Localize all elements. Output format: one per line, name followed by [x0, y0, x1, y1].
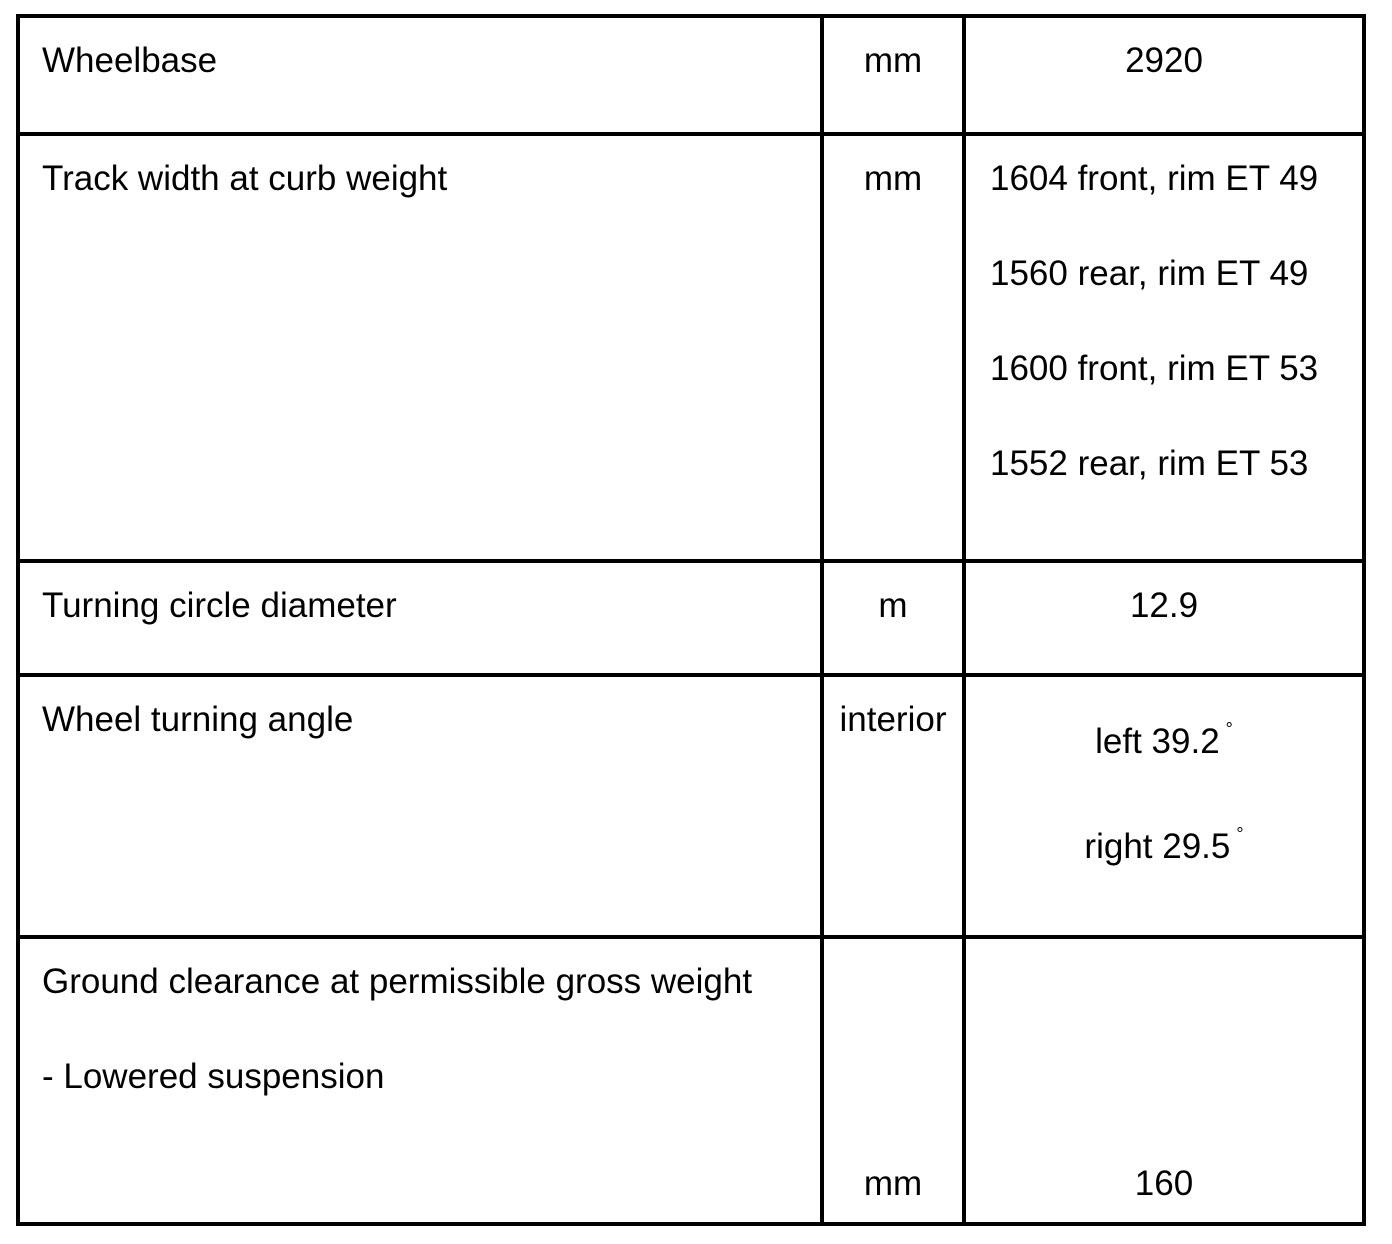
row-value: 1560 rear, rim ET 49: [990, 254, 1309, 293]
row-label: Track width at curb weight: [42, 159, 448, 198]
row-value-cell: [964, 561, 1364, 675]
row-unit-cell: [822, 937, 964, 1224]
row-label-cell: [18, 675, 822, 937]
row-label: Wheel turning angle: [42, 700, 354, 739]
degree-symbol: °: [1225, 719, 1233, 739]
table-row-wheel-turning-angle: [18, 675, 1364, 937]
row-label: Ground clearance at permissible gross weight: [42, 962, 753, 1001]
row-value: left 39.2: [1095, 722, 1220, 761]
row-value-cell: [964, 937, 1364, 1224]
row-unit-cell: [822, 16, 964, 134]
row-unit: mm: [863, 159, 923, 198]
row-unit: mm: [863, 1164, 923, 1203]
row-unit-cell: [822, 675, 964, 937]
row-label: - Lowered suspension: [42, 1057, 385, 1096]
row-value-cell: [964, 675, 1364, 937]
row-unit: mm: [863, 41, 923, 80]
row-unit-cell: [822, 134, 964, 561]
row-label-cell: [18, 134, 822, 561]
degree-symbol: °: [1236, 824, 1244, 844]
row-unit: interior: [839, 700, 947, 739]
row-value: 1604 front, rim ET 49: [990, 159, 1319, 198]
row-value: 1600 front, rim ET 53: [990, 349, 1319, 388]
row-label-cell: [18, 561, 822, 675]
row-label-cell: [18, 16, 822, 134]
row-value-line: [966, 794, 1362, 899]
row-value-cell: [964, 16, 1364, 134]
table-row-ground-clearance: [18, 937, 1364, 1224]
row-label-cell: [18, 937, 822, 1224]
row-unit: m: [878, 586, 908, 625]
row-value: 160: [1134, 1164, 1194, 1203]
row-value: right 29.5: [1084, 827, 1231, 866]
vehicle-spec-table: [16, 14, 1366, 1226]
table-row-wheelbase: [18, 16, 1364, 134]
row-value: 1552 rear, rim ET 53: [990, 444, 1309, 483]
row-label: Turning circle diameter: [42, 586, 397, 625]
row-unit-cell: [822, 561, 964, 675]
row-value-line: [966, 689, 1362, 794]
table-row-track-width: [18, 134, 1364, 561]
row-value: 12.9: [1129, 586, 1199, 625]
row-value: 2920: [1125, 41, 1203, 80]
row-value-cell: [964, 134, 1364, 561]
row-label: Wheelbase: [42, 41, 218, 80]
table-row-turning-circle: [18, 561, 1364, 675]
